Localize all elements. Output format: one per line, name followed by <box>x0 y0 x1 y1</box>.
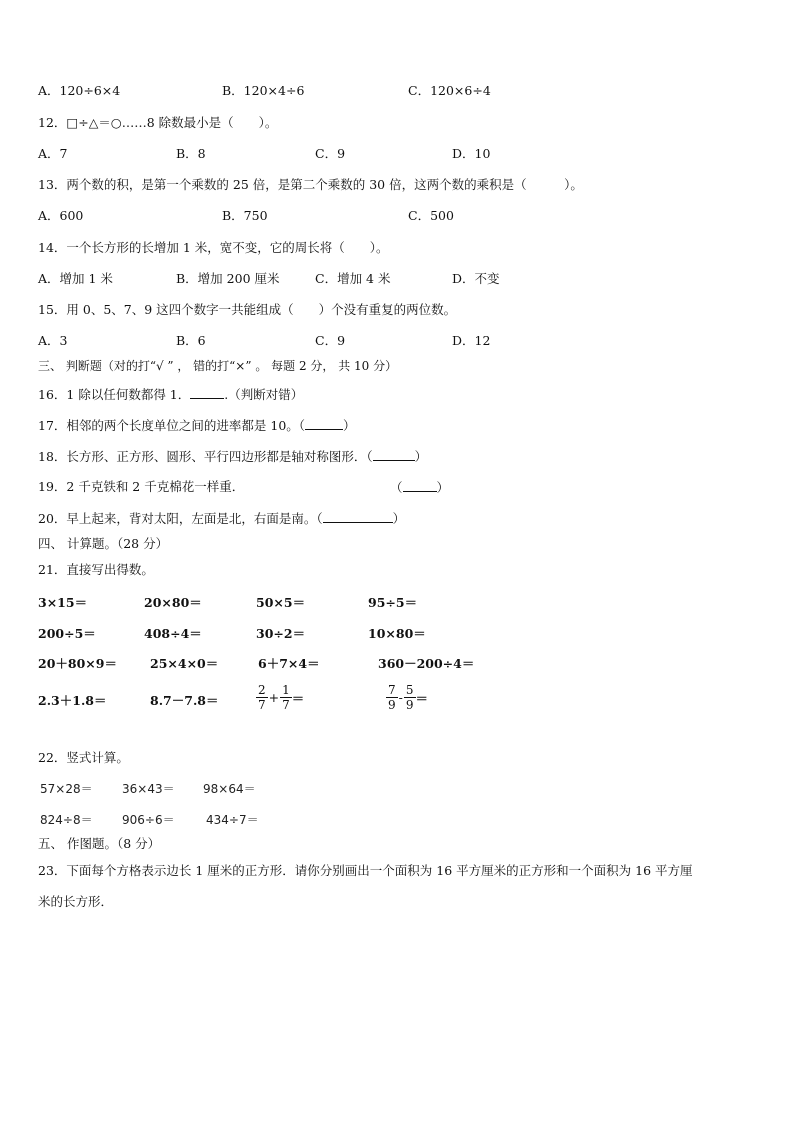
q21-item: 20＋80×9＝ <box>38 656 117 671</box>
section-3-heading: 三、 判断题（对的打“√ ” ， 错的打“×” 。 每题 2 分， 共 10 分） <box>38 359 398 373</box>
q13-option-c[interactable]: C．500 <box>408 208 454 223</box>
section-4-heading: 四、 计算题。（28 分） <box>38 536 169 551</box>
q15-text: 15．用 0、5、7、9 这四个数字一共能组成（ ）个没有重复的两位数。 <box>38 302 457 317</box>
q18-text: 18．长方形、正方形、圆形、平行四边形都是轴对称图形．（ <box>38 449 373 464</box>
q16 <box>38 386 303 403</box>
q12-option-d[interactable]: D．10 <box>452 146 491 161</box>
q15-option-a[interactable]: A．3 <box>38 333 68 348</box>
q20-suffix: ） <box>392 511 406 526</box>
q12-option-c[interactable]: C．9 <box>315 146 346 161</box>
q21-item: 6＋7×4＝ <box>258 656 320 671</box>
q22-item: 36×43＝ <box>122 782 175 796</box>
q19-answer <box>390 479 449 496</box>
q14-option-b[interactable]: B．增加 200 厘米 <box>176 271 280 286</box>
q21-item: 8.7－7.8＝ <box>150 693 219 708</box>
q21-title: 21．直接写出得数。 <box>38 562 154 577</box>
q14-option-a[interactable]: A．增加 1 米 <box>38 271 113 286</box>
q21-item: 30÷2＝ <box>256 626 306 641</box>
q13-option-b[interactable]: B．750 <box>222 208 268 223</box>
q21-fraction-sum: $\frac{2}{7}$ + $\frac{1}{7}$ ＝ <box>258 683 305 712</box>
q16-text: 16．1 除以任何数都得 1． <box>38 387 191 402</box>
q19-suffix: ） <box>436 480 450 495</box>
q11-option-b[interactable]: B．120×4÷6 <box>222 83 305 98</box>
q20 <box>38 510 405 527</box>
q11-option-a[interactable]: A．120÷6×4 <box>38 83 121 98</box>
q15-option-b[interactable]: B．6 <box>176 333 206 348</box>
q14-text: 14．一个长方形的长增加 1 米，宽不变，它的周长将（ ）。 <box>38 240 389 255</box>
q21-item: 200÷5＝ <box>38 626 96 641</box>
q13-text: 13．两个数的积，是第一个乘数的 25 倍，是第二个乘数的 30 倍，这两个数的乘积是（ ）。 <box>38 177 583 192</box>
fraction: $\frac{2}{7}$ <box>258 683 266 712</box>
q23-text-line-2: 米的长方形． <box>38 894 114 909</box>
q11-option-c[interactable]: C．120×6÷4 <box>408 83 491 98</box>
q16-suffix: .（判断对错） <box>224 387 304 402</box>
q16-answer-blank[interactable] <box>190 386 224 399</box>
q15-option-c[interactable]: C．9 <box>315 333 346 348</box>
q21-item: 25×4×0＝ <box>150 656 219 671</box>
q17-text: 17．相邻的两个长度单位之间的进率都是 10。（ <box>38 418 306 433</box>
q21-item: 95÷5＝ <box>368 595 418 610</box>
q21-fraction-difference: $\frac{7}{9}$ - $\frac{5}{9}$ ＝ <box>388 683 429 712</box>
q13-option-a[interactable]: A．600 <box>38 208 84 223</box>
q18 <box>38 448 427 465</box>
q12-option-b[interactable]: B．8 <box>176 146 206 161</box>
q21-item: 360－200÷4＝ <box>378 656 475 671</box>
q22-item: 57×28＝ <box>40 782 93 796</box>
q22-title: 22．竖式计算。 <box>38 750 129 765</box>
q21-item: 10×80＝ <box>368 626 426 641</box>
q14-option-d[interactable]: D．不变 <box>452 271 500 286</box>
q20-answer-blank[interactable] <box>323 510 393 523</box>
q22-item: 98×64＝ <box>203 782 256 796</box>
q12-option-a[interactable]: A．7 <box>38 146 68 161</box>
q17-suffix: ） <box>343 418 356 433</box>
q17 <box>38 417 356 434</box>
q12-text: 12．□÷△＝○……8 除数最小是（ ）。 <box>38 115 278 130</box>
q19-paren-left: （ <box>390 480 403 495</box>
q14-option-c[interactable]: C．增加 4 米 <box>315 271 391 286</box>
fraction: $\frac{5}{9}$ <box>405 683 414 712</box>
q21-item: 3×15＝ <box>38 595 88 610</box>
q21-item: 50×5＝ <box>256 595 306 610</box>
q18-suffix: ） <box>414 449 428 464</box>
q19-text: 19．2 千克铁和 2 千克棉花一样重． <box>38 479 245 494</box>
q21-item: 2.3＋1.8＝ <box>38 693 107 708</box>
q21-item: 408÷4＝ <box>144 626 202 641</box>
q22-item: 824÷8＝ <box>40 813 93 827</box>
fraction: $\frac{7}{9}$ <box>388 683 396 712</box>
q21-item: 20×80＝ <box>144 595 202 610</box>
q19-answer-blank[interactable] <box>403 479 437 492</box>
fraction: $\frac{1}{7}$ <box>282 683 290 712</box>
q22-item: 906÷6＝ <box>122 813 175 827</box>
q15-option-d[interactable]: D．12 <box>452 333 491 348</box>
q18-answer-blank[interactable] <box>373 448 415 461</box>
q17-answer-blank[interactable] <box>305 417 343 430</box>
q20-text: 20．早上起来，背对太阳，左面是北，右面是南。（ <box>38 511 323 526</box>
section-5-heading: 五、 作图题。（8 分） <box>38 836 161 851</box>
q22-item: 434÷7＝ <box>206 813 259 827</box>
q23-text-line-1: 23．下面每个方格表示边长 1 厘米的正方形．请你分别画出一个面积为 16 平方厘米的正方形和一个面积为 16 平方厘 <box>38 863 693 878</box>
